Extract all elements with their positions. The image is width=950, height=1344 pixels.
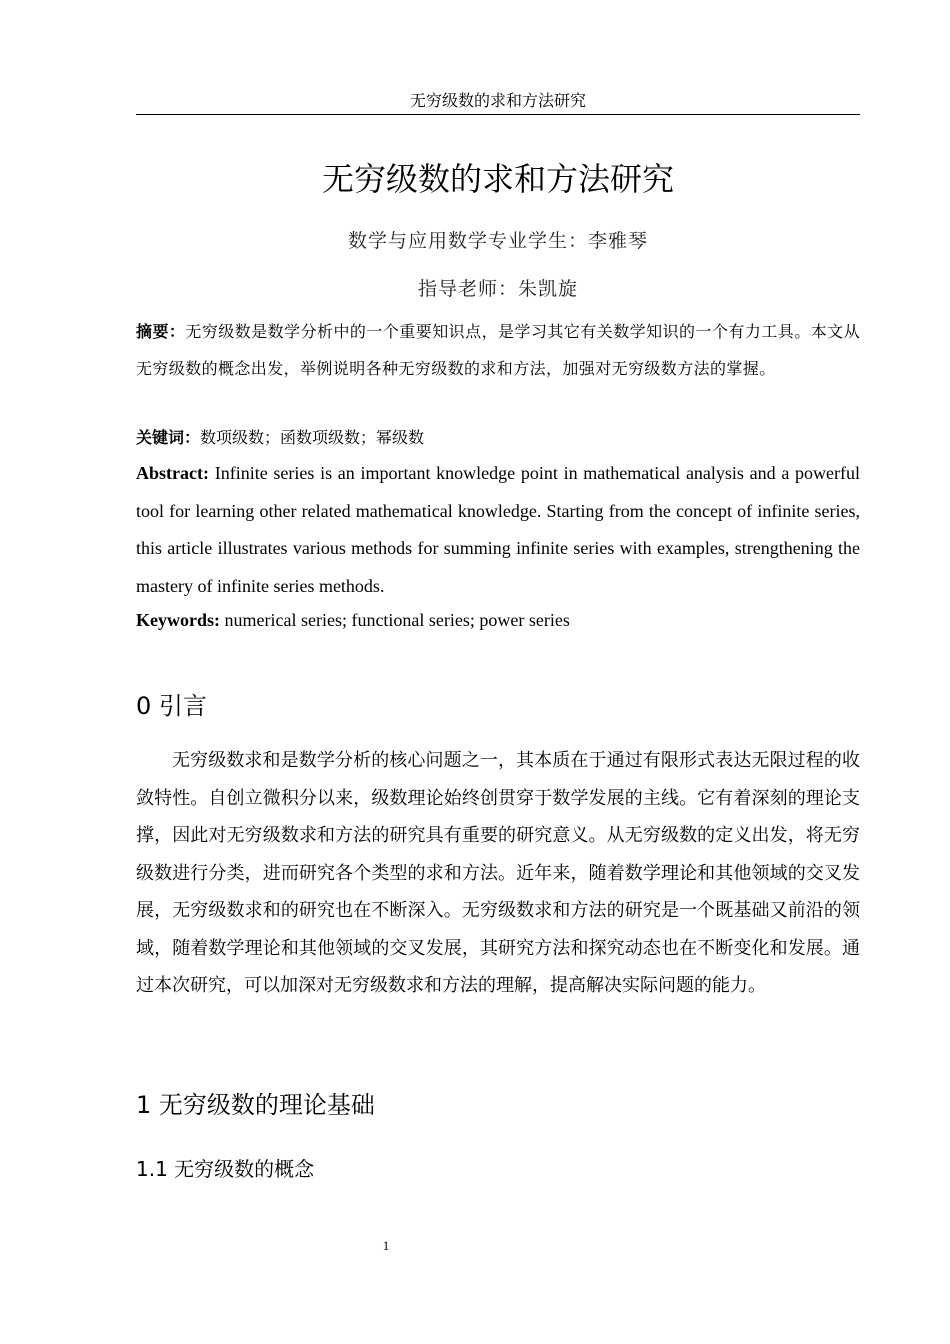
page-number: 1 bbox=[382, 1238, 390, 1253]
abstract-english bbox=[136, 455, 860, 605]
subsection-heading-concept: 1.1 无穷级数的概念 bbox=[136, 1157, 315, 1181]
running-header: 无穷级数的求和方法研究 bbox=[136, 88, 860, 115]
abstract-cn-text: 无穷级数是数学分析中的一个重要知识点，是学习其它有关数学知识的一个有力工具。本文从无穷级数的概念出发，举例说明各种无穷级数的求和方法，加强对无穷级数方法的掌握。 bbox=[136, 322, 860, 378]
advisor-line: 指导老师：朱凯旋 bbox=[417, 278, 578, 300]
abstract-cn-label: 摘要： bbox=[136, 322, 186, 341]
abstract-chinese bbox=[136, 313, 860, 387]
keywords-english bbox=[136, 606, 860, 634]
keywords-cn-text: 数项级数；函数项级数；幂级数 bbox=[200, 428, 425, 447]
abstract-en-label: Abstract: bbox=[136, 463, 209, 483]
keywords-chinese bbox=[136, 425, 860, 451]
keywords-cn-label: 关键词： bbox=[136, 428, 201, 447]
paper-title: 无穷级数的求和方法研究 bbox=[321, 160, 674, 198]
introduction-paragraph: 无穷级数求和是数学分析的核心问题之一，其本质在于通过有限形式表达无限过程的收敛特性。自创立微积分以来，级数理论始终创贯穿于数学发展的主线。它有着深刻的理论支撑，因此对无穷级数求和方法的研究具有重要的研究意义。从无穷级数的定义出发，将无穷级数进行分类，进而研究各个类型的求和方法。近年来，随着数学理论和其他领域的交叉发展，无穷级数求和的研究也在不断深入。无穷级数求和方法的研究是一个既基础又前沿的领域，随着数学理论和其他领域的交叉发展，其研究方法和探究动态也在不断变化和发展。通过本次研究，可以加深对无穷级数求和方法的理解，提高解决实际问题的能力。 bbox=[136, 750, 860, 996]
keywords-en-label: Keywords: bbox=[136, 610, 220, 630]
author-line: 数学与应用数学专业学生：李雅琴 bbox=[347, 230, 648, 252]
abstract-en-text: Infinite series is an important knowledge point in mathematical analysis and a powerful tool for learning other related mathematical knowledge. Starting from the concept of infinite series, this article illustrates various methods for summing infinite series with examples, strengthening the mastery of infinite series methods. bbox=[136, 463, 861, 596]
section-heading-theory: 1 无穷级数的理论基础 bbox=[136, 1091, 375, 1119]
keywords-en-text: numerical series; functional series; power series bbox=[224, 610, 570, 630]
section-heading-introduction: 0 引言 bbox=[136, 692, 207, 720]
